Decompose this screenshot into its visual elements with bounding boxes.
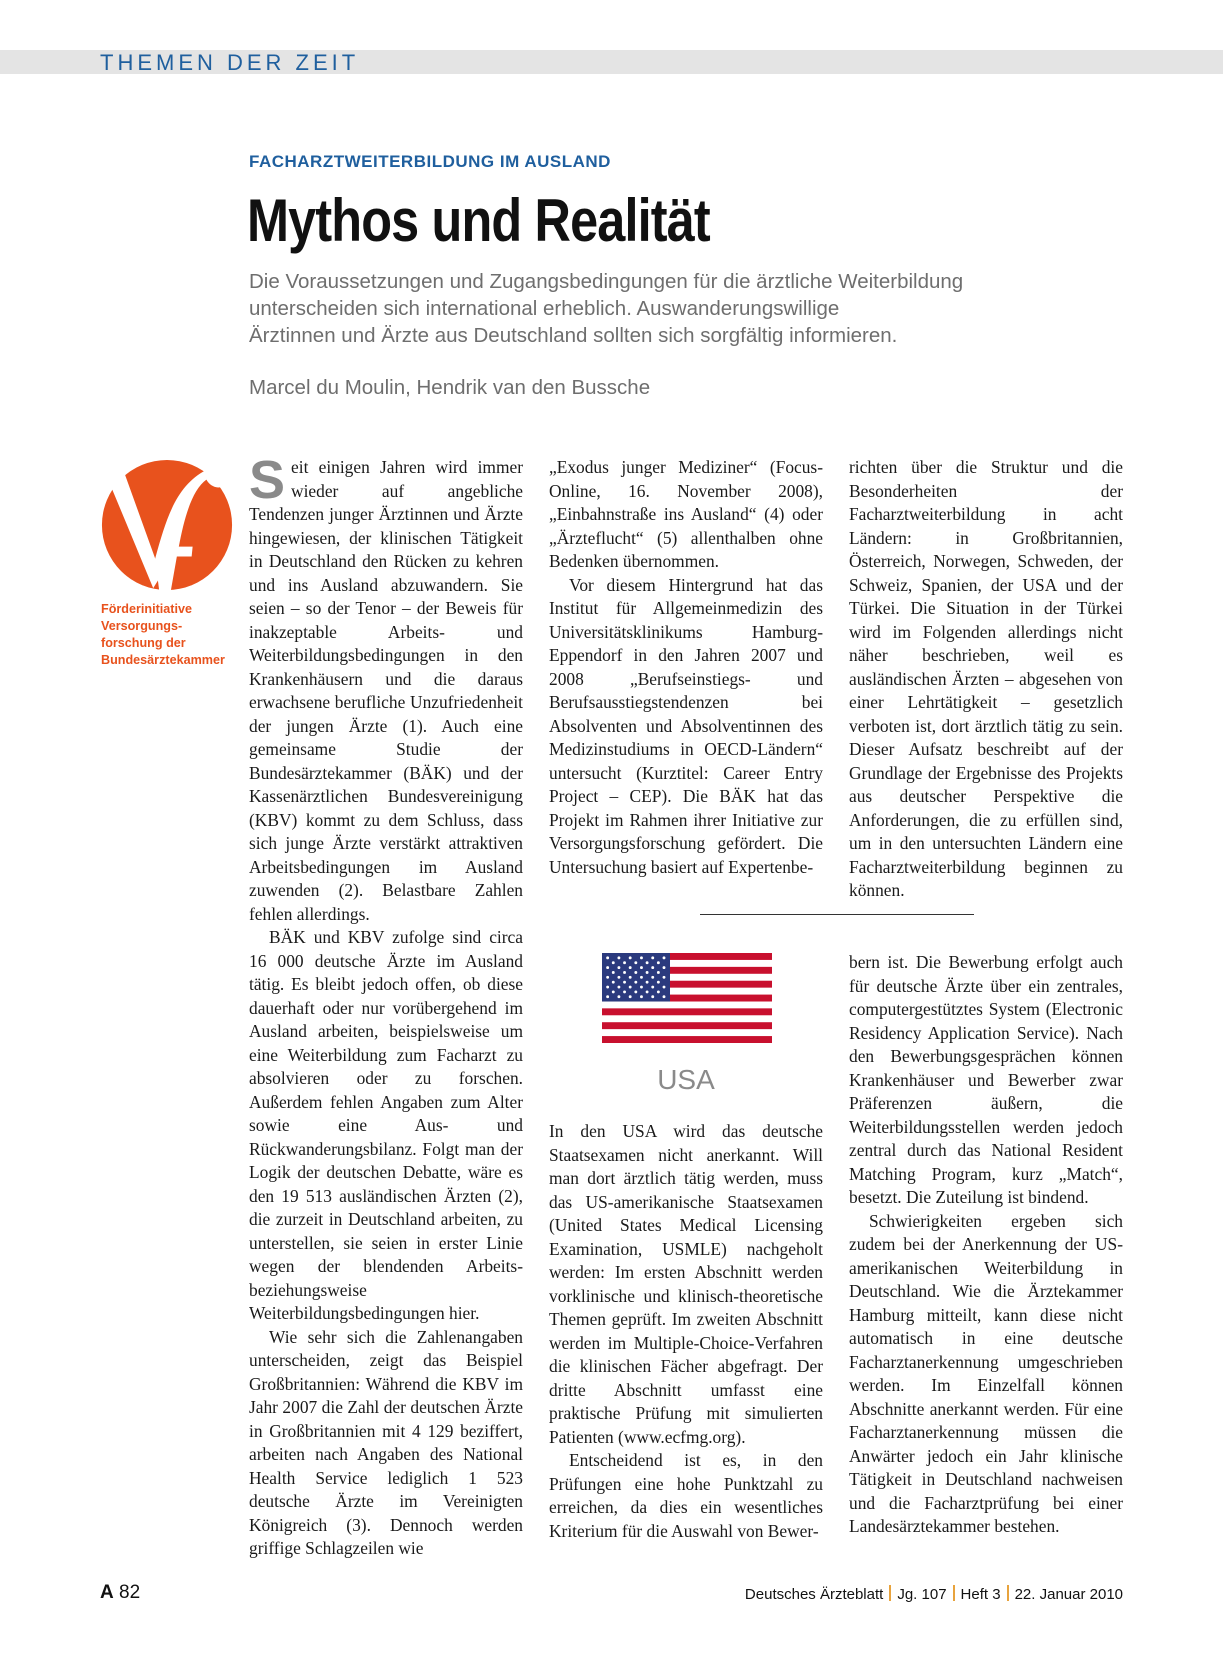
paragraph: BÄK und KBV zufolge sind circa 16 000 deutsche Ärzte im Ausland tätig. Es bleibt jedoch offen, ob diese dauerhaft oder nur vorübergehend im Ausland arbeiten, beispielsweise um eine Weiterbildung zum Facharzt zu absolvieren oder zu forschen. Außerdem fehlen Angaben zum Alter sowie eine Aus- und Rückwanderungsbilanz. Folgt man der Logik der deutschen Debatte, wäre es den 19 513 ausländischen Ärzten (2), die zurzeit in Deutschland arbeiten, zu unterstellen, sie seien in erster Linie wegen der blendenden Arbeits- beziehungsweise Weiterbildungsbedingungen hier. bbox=[249, 927, 523, 1323]
foerderinitiative-logo bbox=[98, 456, 236, 594]
article-kicker: FACHARZTWEITERBILDUNG IM AUSLAND bbox=[249, 152, 611, 171]
drop-cap: S bbox=[249, 450, 286, 510]
lead-line: unterscheiden sich international erheblich. Auswanderungswillige bbox=[249, 297, 840, 320]
lead-line: Ärztinnen und Ärzte aus Deutschland sollten sich sorgfältig informieren. bbox=[249, 324, 898, 347]
paragraph: Wie sehr sich die Zahlenangaben unterscheiden, zeigt das Beispiel Großbritannien: Während die KBV im Jahr 2007 die Zahl der deutschen Ärzte in Großbritannien mit 4 129 beziffert, arbeiten nach Angaben des National Health Service lediglich 1 523 deutsche Ärzte im Vereinigten Königreich (3). Dennoch werden griffige Schlagzeilen wie bbox=[249, 1326, 523, 1558]
logo-caption-line: forschung der bbox=[101, 636, 186, 650]
article-headline: Mythos und Realität bbox=[247, 187, 710, 254]
article-authors: Marcel du Moulin, Hendrik van den Bussche bbox=[249, 376, 651, 399]
separator bbox=[953, 1585, 955, 1601]
usa-column-3 bbox=[849, 951, 1123, 1561]
paragraph: Entscheidend ist es, in den Prüfungen eine hohe Punktzahl zu erreichen, da dies ein wesentliches Kriterium für die Auswahl von Bewer- bbox=[549, 1450, 823, 1541]
volume: Jg. 107 bbox=[897, 1586, 947, 1603]
separator bbox=[1007, 1585, 1009, 1601]
issue-date: 22. Januar 2010 bbox=[1014, 1586, 1123, 1603]
logo-caption-line: Bundesärztekammer bbox=[101, 653, 225, 667]
paragraph: „Exodus junger Mediziner“ (Focus-Online, 16. November 2008), „Einbahnstraße ins Ausland“ (4) oder „Ärzteflucht“ (5) allenthalben ohne Bedenken übernommen. bbox=[549, 457, 823, 571]
paragraph-text: eit einigen Jahren wird immer wieder auf angebliche Tendenzen junger Ärztinnen und Ärzte hingewiesen, der klinischen Tätigkeit in Deutschland den Rücken zu kehren und ins Ausland abzuwandern. Sie seien – so der Tenor – der Beweis für inakzeptable Arbeits- und Weiterbildungsbedingungen in den Krankenhäusern und die daraus erwachsene berufliche Unzufriedenheit der jungen Ärzte (1). Auch eine gemeinsame Studie der Bundesärztekammer (BÄK) und der Kassenärztlichen Bundesvereinigung (KBV) kommt zu dem Schluss, dass sich junge Ärzte verstärkt attraktiven Arbeitsbedingungen im Ausland zuwenden (2). Belastbare Zahlen fehlen allerdings. bbox=[249, 457, 523, 924]
article-column-3 bbox=[849, 456, 1123, 900]
issue: Heft 3 bbox=[960, 1586, 1001, 1603]
paragraph: In den USA wird das deutsche Staatsexamen nicht anerkannt. Will man dort ärztlich tätig werden, muss das US-amerikanische Staatsexamen (United States Medical Licensing Examination, USMLE) nachgeholt werden: Im ersten Abschnitt werden vorklinische und klinisch-theoretische Themen geprüft. Im zweiten Abschnitt werden im Multiple-Choice-Verfahren die klinischen Fächer abgefragt. Der dritte Abschnitt umfasst eine praktische Prüfung mit simulierten Patienten (www.ecfmg.org). bbox=[549, 1121, 823, 1447]
section-divider bbox=[700, 914, 974, 915]
paragraph: richten über die Struktur und die Besonderheiten der Facharztweiterbildung in acht Ländern: in Großbritannien, Österreich, Norwegen, Schweden, der Schweiz, Spanien, der USA und der Türkei. Die Situation in der Türkei wird im Folgenden allerdings nicht näher beschrieben, weil es ausländischen Ärzten – abgesehen von einer Lehrtätigkeit – gesetzlich verboten ist, dort ärztlich tätig zu sein. Dieser Aufsatz beschreibt auf der Grundlage der Ergebnisse des Projekts aus deutscher Perspektive die Anforderungen, die zu erfüllen sind, um in den untersuchten Ländern eine Facharztweiterbildung beginnen zu können. bbox=[849, 457, 1123, 900]
article-column-2 bbox=[549, 456, 823, 876]
publication-info bbox=[745, 1585, 1123, 1603]
usa-column-2 bbox=[549, 1120, 823, 1560]
logo-caption-line: Förderinitiative bbox=[101, 602, 192, 616]
logo-caption-line: Versorgungs- bbox=[101, 619, 183, 633]
paragraph: Vor diesem Hintergrund hat das Institut für Allgemeinmedizin des Universitätsklinikums Hamburg-Eppendorf in den Jahren 2007 und 2008 „Berufseinstiegs- und Berufsausstiegstendenzen bei Absolventen und Absolventinnen des Medizinstudiums in OECD-Ländern“ untersucht (Kurztitel: Career Entry Project – CEP). Die BÄK hat das Projekt im Rahmen ihrer Initiative zur Versorgungsforschung gefördert. Die Untersuchung basiert auf Expertenbe- bbox=[549, 574, 823, 877]
section-heading-usa: USA bbox=[657, 1064, 715, 1095]
page-prefix: A bbox=[100, 1582, 114, 1603]
logo-caption bbox=[101, 601, 241, 669]
usa-flag-icon bbox=[602, 953, 772, 1043]
paragraph: bern ist. Die Bewerbung erfolgt auch für deutsche Ärzte über ein zentrales, computergestütztes System (Electronic Residency Application Service). Nach den Bewerbungsgesprächen können Krankenhäuser und Bewerber zwar Präferenzen äußern, die Weiterbildungsstellen werden jedoch zentral durch das National Resident Matching Program, kurz „Match“, besetzt. Die Zuteilung ist bindend. bbox=[849, 952, 1123, 1207]
paragraph: Schwierigkeiten ergeben sich zudem bei der Anerkennung der US-amerikanischen Weiterbildung in Deutschland. Wie die Ärztekammer Hamburg mitteilt, kann diese nicht automatisch in eine deutsche Facharztanerkennung umgeschrieben werden. Im Einzelfall können Abschnitte anerkannt werden. Für eine Facharztanerkennung müssen die Anwärter jedoch ein Jahr klinische Tätigkeit in Deutschland nachweisen und die Facharztprüfung bei einer Landesärztekammer bestehen. bbox=[849, 1210, 1123, 1536]
article-column-1 bbox=[249, 450, 523, 1558]
article-lead bbox=[249, 268, 1109, 349]
journal-name: Deutsches Ärzteblatt bbox=[744, 1586, 884, 1603]
section-band bbox=[0, 50, 1223, 74]
section-band-title: THEMEN DER ZEIT bbox=[100, 50, 360, 75]
lead-line: Die Voraussetzungen und Zugangsbedingungen für die ärztliche Weiterbildung bbox=[249, 270, 964, 293]
page-number bbox=[100, 1582, 140, 1604]
separator bbox=[889, 1585, 891, 1601]
paragraph bbox=[249, 450, 523, 926]
page-number-value: 82 bbox=[119, 1582, 141, 1603]
